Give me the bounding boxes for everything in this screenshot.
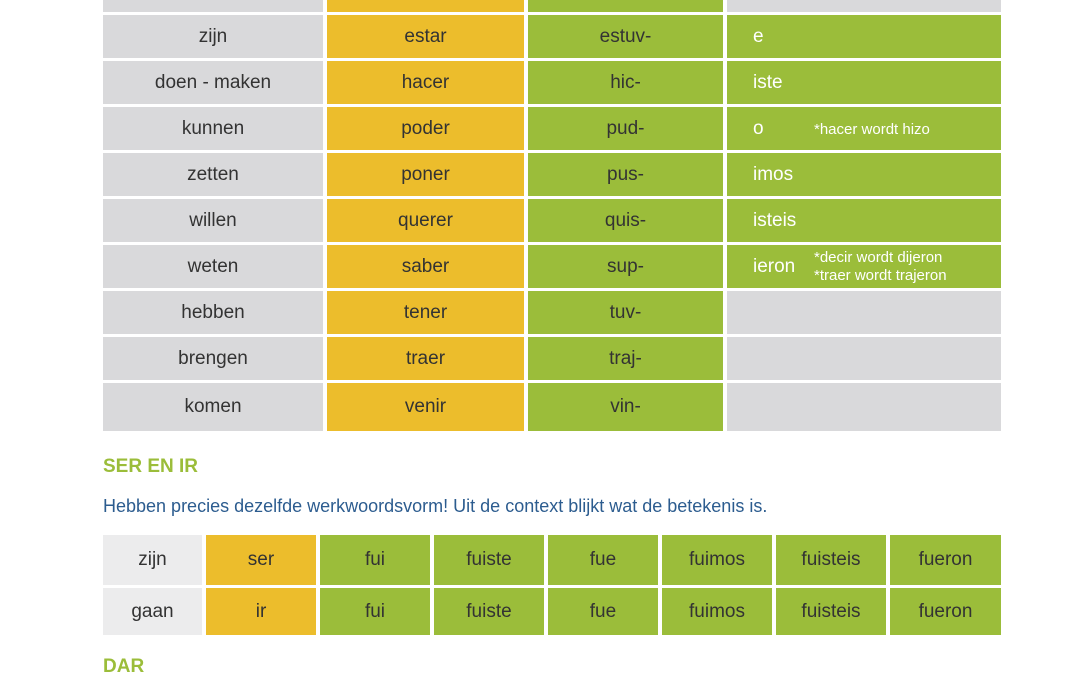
- table-cell-ending: e: [727, 15, 1001, 58]
- table-cell-stem: tuv-: [528, 291, 723, 334]
- table-cell-form: fueron: [890, 535, 1001, 585]
- table-cell-dutch: kunnen: [103, 107, 323, 150]
- table-cell-dutch: komen: [103, 383, 323, 431]
- table-cell-form: fuiste: [434, 535, 544, 585]
- table-cell-ending: imos: [727, 153, 1001, 196]
- table-cell-stem: vin-: [528, 383, 723, 431]
- table-cell-dutch: hebben: [103, 291, 323, 334]
- table-cell-form: fue: [548, 535, 658, 585]
- table-cell-form: fuisteis: [776, 588, 886, 635]
- table-cell-dutch: gaan: [103, 588, 202, 635]
- table-cell-infinitive: venir: [327, 383, 524, 431]
- table-cell-stem: quis-: [528, 199, 723, 242]
- table-note: *decir wordt dijeron: [814, 249, 943, 266]
- table-cell-dutch: zijn: [103, 535, 202, 585]
- table-cell-form: fuimos: [662, 535, 772, 585]
- table-cell-infinitive: ir: [206, 588, 316, 635]
- table-note: *traer wordt trajeron: [814, 267, 947, 284]
- table-cell-dutch: weten: [103, 245, 323, 288]
- table-cell-infinitive: poner: [327, 153, 524, 196]
- table-cell-infinitive: saber: [327, 245, 524, 288]
- table-cell-stem: sup-: [528, 245, 723, 288]
- table-cell-infinitive: estar: [327, 15, 524, 58]
- table-cell-dutch: [103, 0, 323, 12]
- table-cell-infinitive: querer: [327, 199, 524, 242]
- table-cell-ending: isteis: [727, 199, 1001, 242]
- table-cell-form: fui: [320, 535, 430, 585]
- table-cell-ending: iste: [727, 61, 1001, 104]
- table-cell-ending: [727, 337, 1001, 380]
- table-cell-form: fuisteis: [776, 535, 886, 585]
- section-intro: Hebben precies dezelfde werkwoordsvorm! Uit de context blijkt wat de betekenis is.: [103, 496, 768, 516]
- table-cell-dutch: zetten: [103, 153, 323, 196]
- table-cell-infinitive: [327, 0, 524, 12]
- table-cell-ending: [727, 291, 1001, 334]
- table-cell-stem: hic-: [528, 61, 723, 104]
- table-cell-ending: [727, 0, 1001, 12]
- table-cell-form: fuiste: [434, 588, 544, 635]
- section-heading-ser-ir: SER EN IR: [103, 456, 199, 477]
- table-cell-infinitive: ser: [206, 535, 316, 585]
- table-cell-ending: o: [727, 107, 1001, 150]
- table-cell-ending: [727, 383, 1001, 431]
- table-cell-infinitive: hacer: [327, 61, 524, 104]
- table-cell-stem: estuv-: [528, 15, 723, 58]
- table-cell-form: fue: [548, 588, 658, 635]
- table-cell-infinitive: poder: [327, 107, 524, 150]
- table-note: *hacer wordt hizo: [814, 121, 930, 138]
- table-cell-dutch: zijn: [103, 15, 323, 58]
- table-cell-infinitive: tener: [327, 291, 524, 334]
- table-cell-stem: [528, 0, 723, 12]
- section-heading-dar: DAR: [103, 656, 145, 677]
- table-cell-ending: ieron: [727, 245, 1001, 288]
- table-cell-stem: pud-: [528, 107, 723, 150]
- table-cell-stem: pus-: [528, 153, 723, 196]
- table-cell-dutch: brengen: [103, 337, 323, 380]
- table-cell-form: fui: [320, 588, 430, 635]
- table-cell-form: fueron: [890, 588, 1001, 635]
- table-cell-dutch: willen: [103, 199, 323, 242]
- table-cell-form: fuimos: [662, 588, 772, 635]
- table-cell-dutch: doen - maken: [103, 61, 323, 104]
- table-cell-stem: traj-: [528, 337, 723, 380]
- table-cell-infinitive: traer: [327, 337, 524, 380]
